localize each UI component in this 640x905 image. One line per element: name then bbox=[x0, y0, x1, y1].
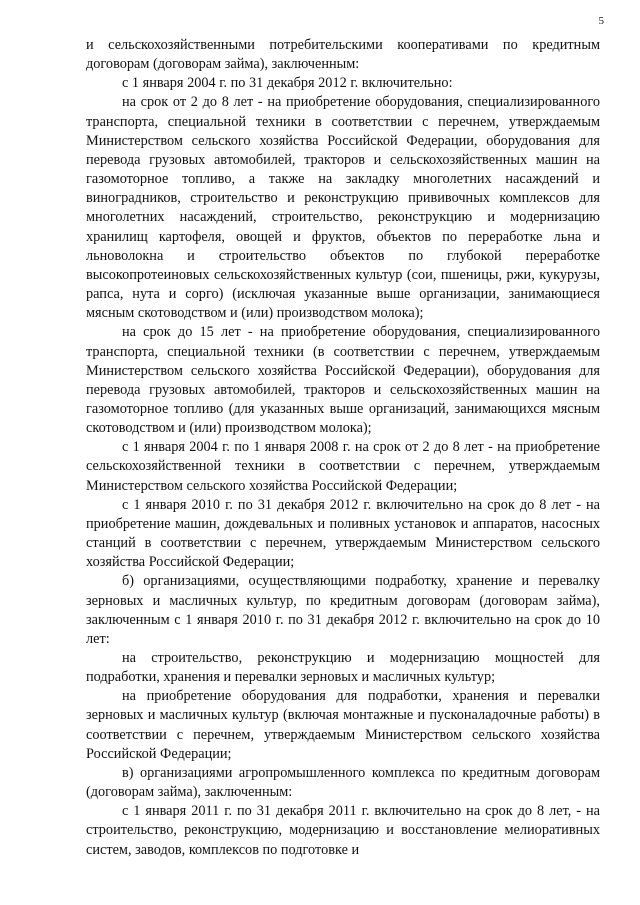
paragraph-term-2-8-years: на срок от 2 до 8 лет - на приобретение оборудования, специализированного транспорта, специальной техники в соответствии с перечнем, утверждаемым Министерством сельского хозяйства Российской Федерации, оборудования для перевода грузовых автомобилей, тракторов и сельскохозяйственных машин на газомоторное топливо, а также на закладку многолетних насаждений и виноградников, строительство и реконструкцию прививочных комплексов для многолетних насаждений, строительство, реконструкцию и модернизацию хранилищ картофеля, овощей и фруктов, объектов по переработке льна и льноволокна и строительство объектов по глубокой переработке высокопротеиновых сельскохозяйственных культур (сои, пшеницы, ржи, кукурузы, рапса, нута и сорго) (исключая указанные выше организации, занимающиеся мясным скотоводством и (или) производством молока); bbox=[86, 94, 600, 322]
paragraph-continuation: и сельскохозяйственными потребительскими кооперативами по кредитным договорам (договорам займа), заключенным: bbox=[86, 37, 600, 73]
paragraph-term-15-years: на срок до 15 лет - на приобретение оборудования, специализированного транспорта, специальной техники (в соответствии с перечнем, утверждаемым Министерством сельского хозяйства Российской Федерации), оборудования для перевода грузовых автомобилей, тракторов и сельскохозяйственных машин на газомоторное топливо (для указанных выше организаций, занимающихся мясным скотоводством и (или) производством молока); bbox=[86, 324, 600, 437]
paragraph-period-2010-2012: с 1 января 2010 г. по 31 декабря 2012 г. включительно на срок до 8 лет - на приобретение машин, дождевальных и поливных установок и аппаратов, насосных станций в соответствии с перечнем, утверждаемым Министерством сельского хозяйства Российской Федерации; bbox=[86, 496, 600, 571]
paragraph-construction: на строительство, реконструкцию и модернизацию мощностей для подработки, хранения и перевалки зерновых и масличных культур; bbox=[86, 650, 600, 686]
page-number: 5 bbox=[598, 15, 604, 27]
paragraph-period-2004-2008: с 1 января 2004 г. по 1 января 2008 г. на срок от 2 до 8 лет - на приобретение сельскохозяйственной техники в соответствии с перечнем, утверждаемым Министерством сельского хозяйства Российской Федерации; bbox=[86, 439, 600, 494]
document-body bbox=[86, 36, 600, 860]
paragraph-period-2004-2012: с 1 января 2004 г. по 31 декабря 2012 г. включительно: bbox=[122, 75, 453, 92]
paragraph-period-2011: с 1 января 2011 г. по 31 декабря 2011 г. включительно на срок до 8 лет, - на строительство, реконструкцию, модернизацию и восстановление мелиоративных систем, заводов, комплексов по подготовке и bbox=[86, 803, 600, 858]
paragraph-item-b: б) организациями, осуществляющими подработку, хранение и перевалку зерновых и масличных культур, по кредитным договорам (договорам займа), заключенным с 1 января 2010 г. по 31 декабря 2012 г. включительно на срок до 10 лет: bbox=[86, 573, 600, 647]
paragraph-equipment: на приобретение оборудования для подработки, хранения и перевалки зерновых и масличных культур (включая монтажные и пусконаладочные работы) в соответствии с перечнем, утверждаемым Министерством сельского хозяйства Российской Федерации; bbox=[86, 688, 600, 762]
paragraph-item-v: в) организациями агропромышленного комплекса по кредитным договорам (договорам займа), заключенным: bbox=[86, 764, 600, 801]
